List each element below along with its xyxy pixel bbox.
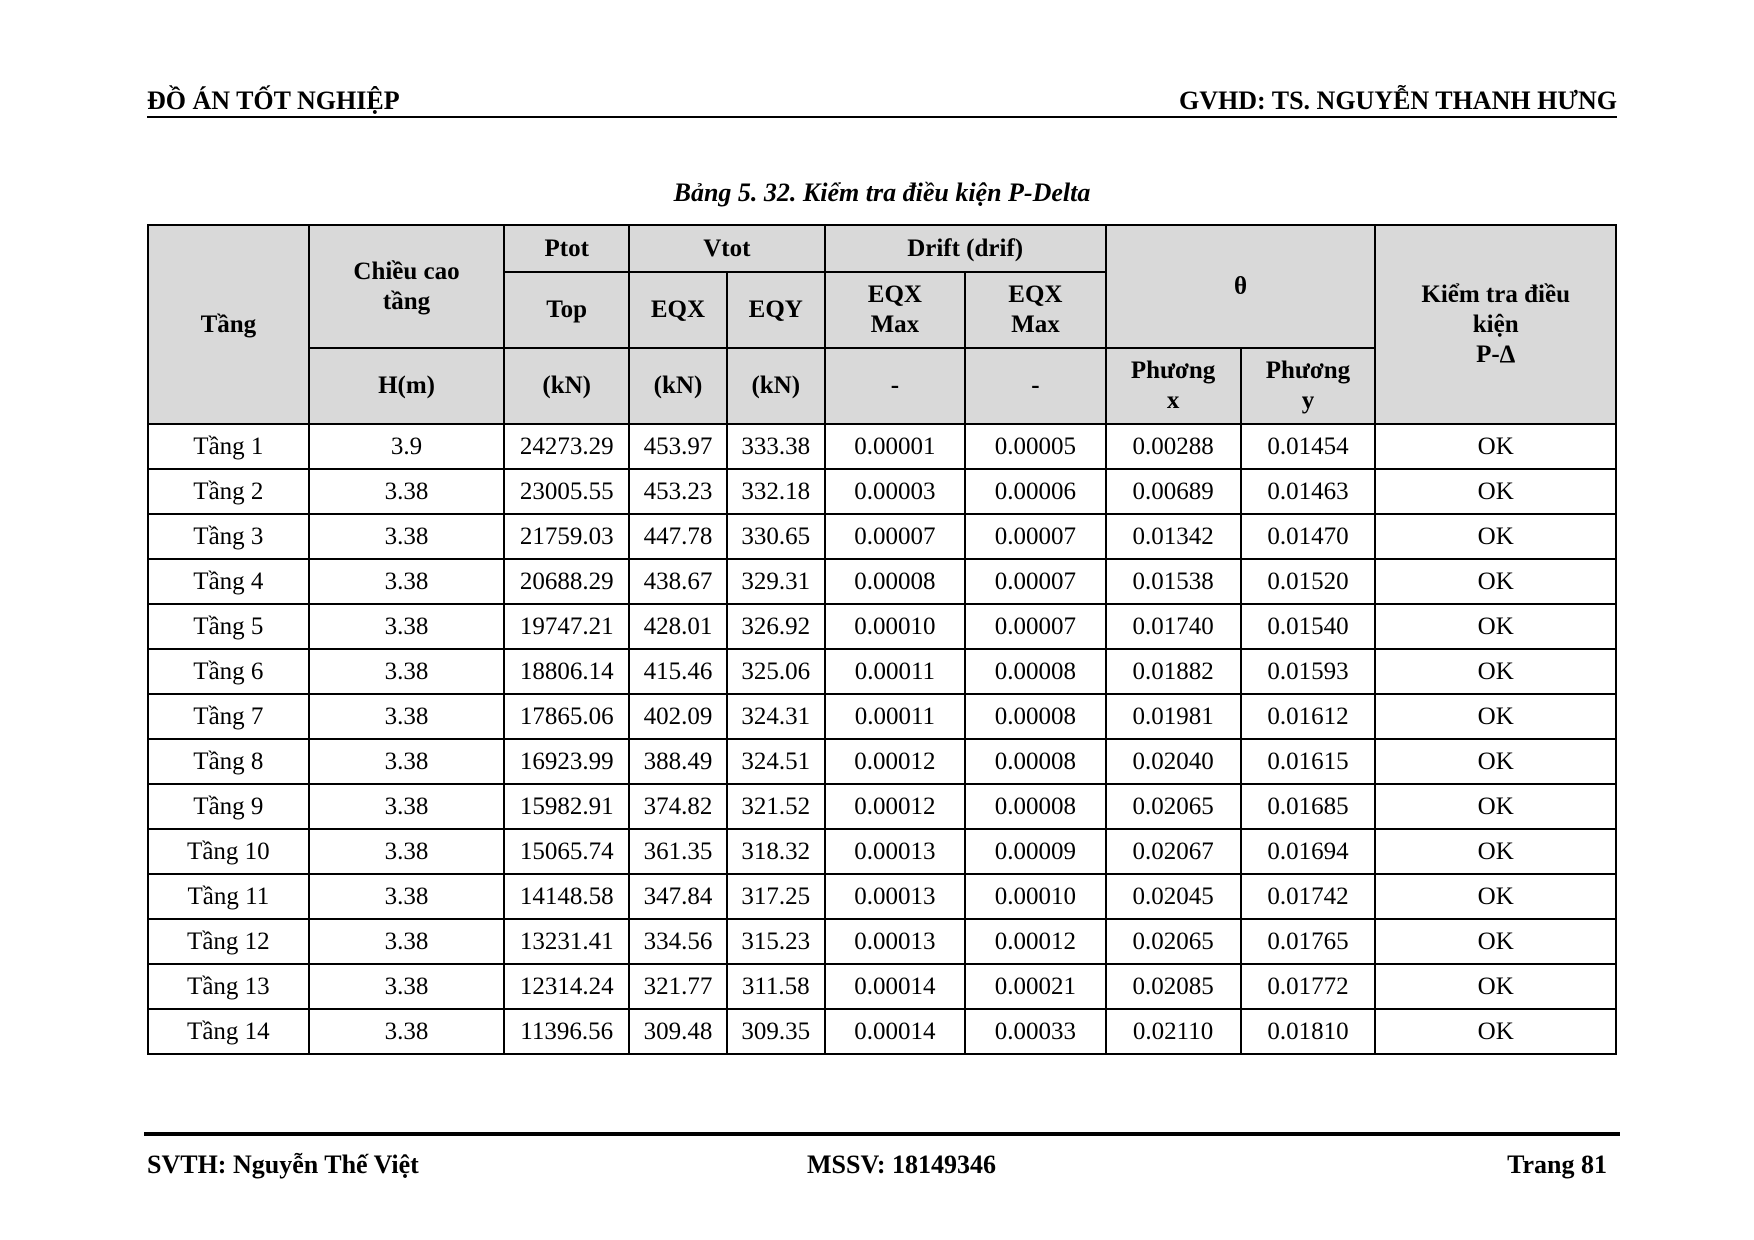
table-cell: 0.00006 (965, 469, 1106, 514)
table-cell: 3.38 (309, 1009, 505, 1054)
header-theta-y-line1: Phương (1265, 357, 1351, 384)
table-cell: Tầng 6 (148, 649, 309, 694)
table-cell: Tầng 11 (148, 874, 309, 919)
table-row (148, 964, 1616, 1009)
table-cell: 3.38 (309, 604, 505, 649)
header-ptot-top: Top (504, 272, 629, 348)
header-eqx: EQX (629, 272, 727, 348)
table-cell: 0.01882 (1106, 649, 1241, 694)
table-cell: 0.00007 (825, 514, 966, 559)
header-drift: Drift (drif) (825, 225, 1106, 272)
table-cell: OK (1375, 1009, 1616, 1054)
table-cell: 0.01615 (1241, 739, 1376, 784)
table-cell: 24273.29 (504, 424, 629, 469)
table-cell: 0.02067 (1106, 829, 1241, 874)
table-cell: 453.23 (629, 469, 727, 514)
header-eqy-unit: (kN) (727, 348, 825, 424)
table-cell: 0.01454 (1241, 424, 1376, 469)
table-cell: 0.00005 (965, 424, 1106, 469)
header-height-unit: H(m) (309, 348, 505, 424)
table-row (148, 739, 1616, 784)
table-cell: 0.01981 (1106, 694, 1241, 739)
header-tang: Tầng (148, 225, 309, 424)
table-cell: 0.02045 (1106, 874, 1241, 919)
table-cell: 3.38 (309, 829, 505, 874)
table-cell: OK (1375, 559, 1616, 604)
table-cell: 324.51 (727, 739, 825, 784)
header-height (309, 225, 505, 348)
table-cell: 333.38 (727, 424, 825, 469)
table-cell: 325.06 (727, 649, 825, 694)
table-cell: 3.38 (309, 469, 505, 514)
table-cell: 0.00033 (965, 1009, 1106, 1054)
table-cell: 11396.56 (504, 1009, 629, 1054)
table-cell: 3.38 (309, 964, 505, 1009)
table-caption: Bảng 5. 32. Kiểm tra điều kiện P-Delta (673, 178, 1091, 207)
table-cell: 0.00008 (965, 694, 1106, 739)
table-cell: Tầng 14 (148, 1009, 309, 1054)
header-theta-x (1106, 348, 1241, 424)
table-row (148, 559, 1616, 604)
table-cell: 309.48 (629, 1009, 727, 1054)
table-cell: OK (1375, 829, 1616, 874)
table-cell: Tầng 13 (148, 964, 309, 1009)
table-cell: 0.01742 (1241, 874, 1376, 919)
table-cell: Tầng 2 (148, 469, 309, 514)
table-cell: 0.00013 (825, 829, 966, 874)
header-drift2-unit: - (965, 348, 1106, 424)
table-cell: 0.01470 (1241, 514, 1376, 559)
table-cell: OK (1375, 469, 1616, 514)
table-cell: OK (1375, 604, 1616, 649)
table-cell: 0.02065 (1106, 784, 1241, 829)
table-row (148, 604, 1616, 649)
table-row (148, 874, 1616, 919)
table-cell: OK (1375, 874, 1616, 919)
header-theta-y-line2: y (1301, 387, 1315, 414)
table-cell: 321.77 (629, 964, 727, 1009)
table-cell: 0.02040 (1106, 739, 1241, 784)
table-cell: 20688.29 (504, 559, 629, 604)
table-cell: 0.00003 (825, 469, 966, 514)
table-cell: 402.09 (629, 694, 727, 739)
table-cell: OK (1375, 739, 1616, 784)
table-cell: 0.00013 (825, 874, 966, 919)
header-drift-eqx-1 (825, 272, 966, 348)
table-cell: 0.01765 (1241, 919, 1376, 964)
table-cell: 13231.41 (504, 919, 629, 964)
table-cell: 0.00014 (825, 964, 966, 1009)
table-cell: OK (1375, 919, 1616, 964)
table-cell: 315.23 (727, 919, 825, 964)
header-drift2-line1: EQX (1008, 281, 1063, 308)
header-ptot-unit: (kN) (504, 348, 629, 424)
table-cell: 16923.99 (504, 739, 629, 784)
header-theta-y (1241, 348, 1376, 424)
table-row (148, 919, 1616, 964)
table-cell: 0.02085 (1106, 964, 1241, 1009)
p-delta-table (147, 224, 1617, 1055)
table-cell: 0.00021 (965, 964, 1106, 1009)
table-row (148, 469, 1616, 514)
table-cell: 0.00009 (965, 829, 1106, 874)
table-cell: 0.01772 (1241, 964, 1376, 1009)
header-project-title: ĐỒ ÁN TỐT NGHIỆP (147, 86, 400, 115)
table-cell: 0.00012 (825, 739, 966, 784)
table-row (148, 784, 1616, 829)
header-drift1-line2: Max (870, 311, 920, 338)
table-cell: Tầng 4 (148, 559, 309, 604)
header-drift1-line1: EQX (867, 281, 922, 308)
table-cell: OK (1375, 514, 1616, 559)
table-cell: Tầng 1 (148, 424, 309, 469)
table-cell: 0.00013 (825, 919, 966, 964)
table-body (148, 424, 1616, 1054)
table-cell: 0.01612 (1241, 694, 1376, 739)
header-check-line1: Kiểm tra điều (1421, 280, 1570, 308)
table-cell: 0.00008 (965, 784, 1106, 829)
header-eqx-unit: (kN) (629, 348, 727, 424)
table-cell: 0.00689 (1106, 469, 1241, 514)
table-cell: 415.46 (629, 649, 727, 694)
table-cell: Tầng 8 (148, 739, 309, 784)
page-footer (147, 1150, 1607, 1184)
table-cell: 0.01685 (1241, 784, 1376, 829)
table-cell: 14148.58 (504, 874, 629, 919)
table-cell: 0.01694 (1241, 829, 1376, 874)
table-row (148, 829, 1616, 874)
header-check (1375, 225, 1616, 424)
table-cell: 0.01810 (1241, 1009, 1376, 1054)
table-cell: 447.78 (629, 514, 727, 559)
header-height-line1: Chiều cao (353, 257, 460, 285)
header-drift1-unit: - (825, 348, 966, 424)
table-cell: 309.35 (727, 1009, 825, 1054)
header-theta: θ (1106, 225, 1376, 348)
table-cell: 318.32 (727, 829, 825, 874)
table-cell: 3.38 (309, 559, 505, 604)
header-ptot: Ptot (504, 225, 629, 272)
table-cell: 0.00014 (825, 1009, 966, 1054)
footer-page-number: Trang 81 (1507, 1150, 1607, 1179)
table-cell: OK (1375, 784, 1616, 829)
footer-student: SVTH: Nguyễn Thế Việt (147, 1150, 419, 1179)
table-cell: 0.00001 (825, 424, 966, 469)
table-cell: 438.67 (629, 559, 727, 604)
table-cell: 0.02065 (1106, 919, 1241, 964)
page-header (147, 82, 1617, 118)
table-cell: 3.38 (309, 874, 505, 919)
table-cell: 12314.24 (504, 964, 629, 1009)
footer-rule (144, 1132, 1620, 1136)
table-row (148, 424, 1616, 469)
table-cell: 329.31 (727, 559, 825, 604)
table-cell: 0.00010 (965, 874, 1106, 919)
header-drift-eqx-2 (965, 272, 1106, 348)
table-cell: 3.38 (309, 739, 505, 784)
table-cell: 317.25 (727, 874, 825, 919)
table-cell: 0.01342 (1106, 514, 1241, 559)
table-cell: 3.38 (309, 514, 505, 559)
table-row (148, 1009, 1616, 1054)
table-cell: OK (1375, 964, 1616, 1009)
header-check-line3: P-Δ (1476, 340, 1516, 368)
table-cell: 0.01593 (1241, 649, 1376, 694)
header-eqy: EQY (727, 272, 825, 348)
table-cell: 374.82 (629, 784, 727, 829)
footer-student-id: MSSV: 18149346 (807, 1150, 997, 1179)
table-cell: 0.01538 (1106, 559, 1241, 604)
table-cell: 3.38 (309, 784, 505, 829)
table-cell: 347.84 (629, 874, 727, 919)
table-cell: 321.52 (727, 784, 825, 829)
table-cell: 0.01540 (1241, 604, 1376, 649)
table-cell: Tầng 7 (148, 694, 309, 739)
table-cell: 0.00008 (825, 559, 966, 604)
table-cell: 326.92 (727, 604, 825, 649)
table-cell: 0.00011 (825, 649, 966, 694)
table-cell: 0.00288 (1106, 424, 1241, 469)
table-header (148, 225, 1616, 424)
table-cell: 428.01 (629, 604, 727, 649)
header-drift2-line2: Max (1011, 311, 1060, 338)
table-cell: 0.01520 (1241, 559, 1376, 604)
table-cell: 19747.21 (504, 604, 629, 649)
table-row (148, 649, 1616, 694)
table-cell: 18806.14 (504, 649, 629, 694)
header-check-line2: kiện (1472, 310, 1519, 338)
table-cell: Tầng 10 (148, 829, 309, 874)
table-cell: 0.00007 (965, 514, 1106, 559)
table-cell: 0.00007 (965, 559, 1106, 604)
table-row (148, 694, 1616, 739)
table-cell: 3.9 (309, 424, 505, 469)
table-cell: 3.38 (309, 649, 505, 694)
table-cell: OK (1375, 694, 1616, 739)
table-cell: OK (1375, 424, 1616, 469)
table-row (148, 514, 1616, 559)
table-cell: 311.58 (727, 964, 825, 1009)
table-cell: 21759.03 (504, 514, 629, 559)
table-cell: 0.00007 (965, 604, 1106, 649)
table-cell: 453.97 (629, 424, 727, 469)
table-cell: 0.00008 (965, 739, 1106, 784)
header-advisor: GVHD: TS. NGUYỄN THANH HƯNG (1179, 86, 1617, 115)
header-height-line2: tầng (382, 287, 431, 315)
table-cell: 0.00011 (825, 694, 966, 739)
table-cell: 324.31 (727, 694, 825, 739)
table-cell: 0.01463 (1241, 469, 1376, 514)
table-cell: Tầng 12 (148, 919, 309, 964)
table-cell: 3.38 (309, 919, 505, 964)
table-cell: 361.35 (629, 829, 727, 874)
header-theta-x-line2: x (1166, 387, 1180, 414)
table-cell: Tầng 5 (148, 604, 309, 649)
table-cell: 388.49 (629, 739, 727, 784)
table-cell: 334.56 (629, 919, 727, 964)
table-cell: 0.01740 (1106, 604, 1241, 649)
table-cell: Tầng 9 (148, 784, 309, 829)
table-cell: Tầng 3 (148, 514, 309, 559)
table-cell: 332.18 (727, 469, 825, 514)
header-vtot: Vtot (629, 225, 825, 272)
table-cell: OK (1375, 649, 1616, 694)
table-cell: 0.00010 (825, 604, 966, 649)
table-cell: 17865.06 (504, 694, 629, 739)
table-cell: 0.00012 (965, 919, 1106, 964)
table-cell: 23005.55 (504, 469, 629, 514)
table-cell: 3.38 (309, 694, 505, 739)
header-theta-x-line1: Phương (1130, 357, 1216, 384)
table-cell: 15982.91 (504, 784, 629, 829)
table-cell: 0.02110 (1106, 1009, 1241, 1054)
table-cell: 15065.74 (504, 829, 629, 874)
table-cell: 0.00012 (825, 784, 966, 829)
table-cell: 330.65 (727, 514, 825, 559)
table-cell: 0.00008 (965, 649, 1106, 694)
